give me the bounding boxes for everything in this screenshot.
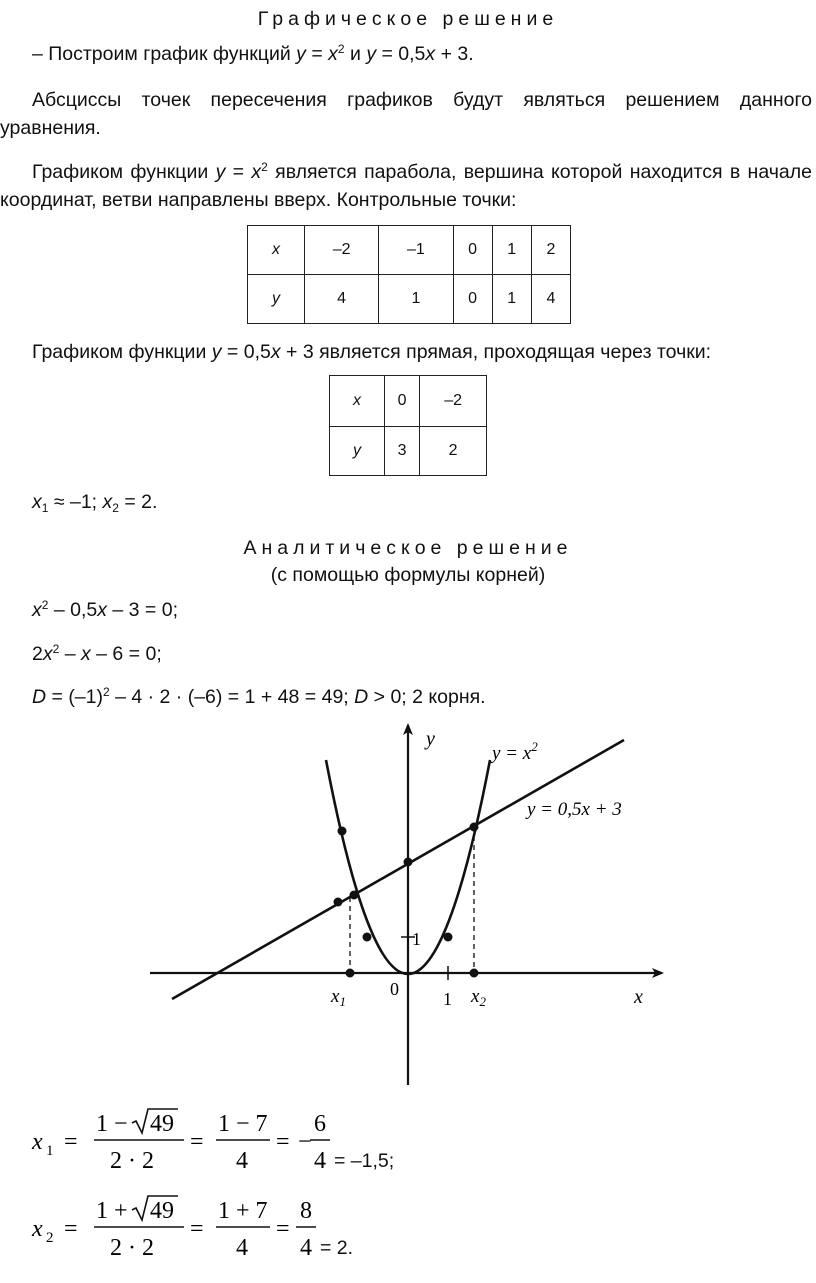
minus-sign: − [298, 1129, 312, 1155]
root2-numerator-2: 1 + 7 [218, 1198, 268, 1224]
point-parabola-minus1 [363, 933, 372, 942]
straight-line [172, 740, 624, 999]
root2-result: = 2. [320, 1237, 354, 1259]
root1-denominator-3: 4 [314, 1148, 326, 1174]
table-cell: 4 [305, 275, 379, 324]
table-cell: 0 [385, 376, 420, 427]
table-cell: 1 [379, 275, 453, 324]
x-axis-label: x [634, 986, 643, 1008]
root1-subscript: 1 [46, 1143, 54, 1159]
point-intersection-2 [470, 823, 479, 832]
root1-variable: x [32, 1129, 43, 1155]
y-one-label: 1 [412, 929, 421, 949]
line-points-table [329, 375, 487, 476]
root1-radicand: 49 [150, 1111, 174, 1137]
parabola-label: $y = x^2$ [492, 739, 538, 764]
function-graph [0, 715, 816, 1095]
intersection-paragraph: Абсциссы точек пересечения графиков будут являться решением данного уравнения. [0, 89, 812, 139]
analytic-subheading: (с помощью формулы корней) [270, 564, 546, 586]
step-build-graphs: – Построим график функций $y = x^2$ и y = 0,5x + 3. [32, 42, 474, 65]
equation-1: $x^2 - 0,5x - 3 = 0$; [32, 598, 178, 621]
root1-denominator-2: 4 [236, 1148, 248, 1174]
root2-numerator-3: 8 [300, 1198, 312, 1224]
root2-variable: x [32, 1216, 43, 1242]
equals-sign: = [276, 1216, 290, 1242]
root2-formula [0, 1192, 816, 1264]
x-one-label: 1 [443, 989, 452, 1009]
origin-label: 0 [390, 979, 399, 999]
table-cell: 3 [385, 427, 420, 476]
equals-sign: = [190, 1216, 204, 1242]
equals-sign: = [190, 1129, 204, 1155]
table-cell: –2 [420, 376, 487, 427]
table-cell: 4 [531, 275, 570, 324]
table-row-y [330, 427, 487, 476]
root1-result: = –1,5; [334, 1150, 395, 1172]
point-line-0-3 [404, 858, 413, 867]
root2-denominator-1: 2 · 2 [110, 1235, 154, 1261]
root2-denominator-2: 4 [236, 1235, 248, 1261]
root2-subscript: 2 [46, 1230, 54, 1246]
table-row-y [248, 275, 571, 324]
point-parabola-plus1 [444, 933, 453, 942]
equals-sign: = [276, 1129, 290, 1155]
point-root-x2 [470, 969, 479, 978]
table-cell: x [330, 376, 385, 427]
table-cell: y [330, 427, 385, 476]
line-paragraph: Графиком функции y = 0,5x + 3 является прямая, проходящая через точки: [32, 341, 712, 363]
table-cell: 1 [492, 226, 531, 275]
parabola-points-table [247, 225, 571, 324]
root2-denominator-3: 4 [300, 1235, 312, 1261]
point-root-x1 [346, 969, 355, 978]
table-row-x [248, 226, 571, 275]
equals-sign: = [64, 1216, 78, 1242]
equals-sign: = [64, 1129, 78, 1155]
table-cell: 2 [531, 226, 570, 275]
table-cell: –2 [305, 226, 379, 275]
root1-formula [0, 1105, 816, 1175]
x2-label: $x_2$ [471, 986, 486, 1009]
root2-numerator-1: 1 + [96, 1198, 128, 1224]
parabola-paragraph: Графиком функции $y = x^2$ является парабола, вершина которой находится в начале координат, ветви направлены вверх. Контрольные точки: [0, 160, 812, 211]
root1-numerator-2: 1 − 7 [218, 1111, 268, 1137]
table-cell: –1 [379, 226, 453, 275]
table-cell: 2 [420, 427, 487, 476]
point-parabola-minus2 [338, 827, 347, 836]
table-row-x [330, 376, 487, 427]
point-line-minus2-2 [334, 898, 343, 907]
root1-denominator-1: 2 · 2 [110, 1148, 154, 1174]
table-cell: 0 [453, 226, 492, 275]
discriminant-equation: $D = (-1)^2 - 4 \cdot 2 \cdot (-6) = 1 + 48 = 49$; D > 0; 2 корня. [32, 685, 486, 708]
graphic-solution-heading: Графическое решение [257, 8, 559, 30]
line-label: y = 0,5x + 3 [527, 799, 622, 820]
graphic-answer: $x_1 \approx -1$; $x_2 = 2$. [32, 491, 158, 515]
root1-numerator-3: 6 [314, 1111, 326, 1137]
equation-2: $2x^2 - x - 6 = 0$; [32, 642, 162, 665]
table-cell: 0 [453, 275, 492, 324]
root2-fraction-graphic [30, 1192, 450, 1264]
x1-label: $x_1$ [331, 986, 346, 1009]
table-cell: 1 [492, 275, 531, 324]
table-cell: x [248, 226, 305, 275]
y-axis-label: y [426, 728, 435, 750]
analytic-solution-heading: Аналитическое решение [243, 537, 573, 559]
table-cell: y [248, 275, 305, 324]
root1-numerator-1: 1 − [96, 1111, 128, 1137]
point-intersection-1 [350, 891, 359, 900]
root2-radicand: 49 [150, 1198, 174, 1224]
